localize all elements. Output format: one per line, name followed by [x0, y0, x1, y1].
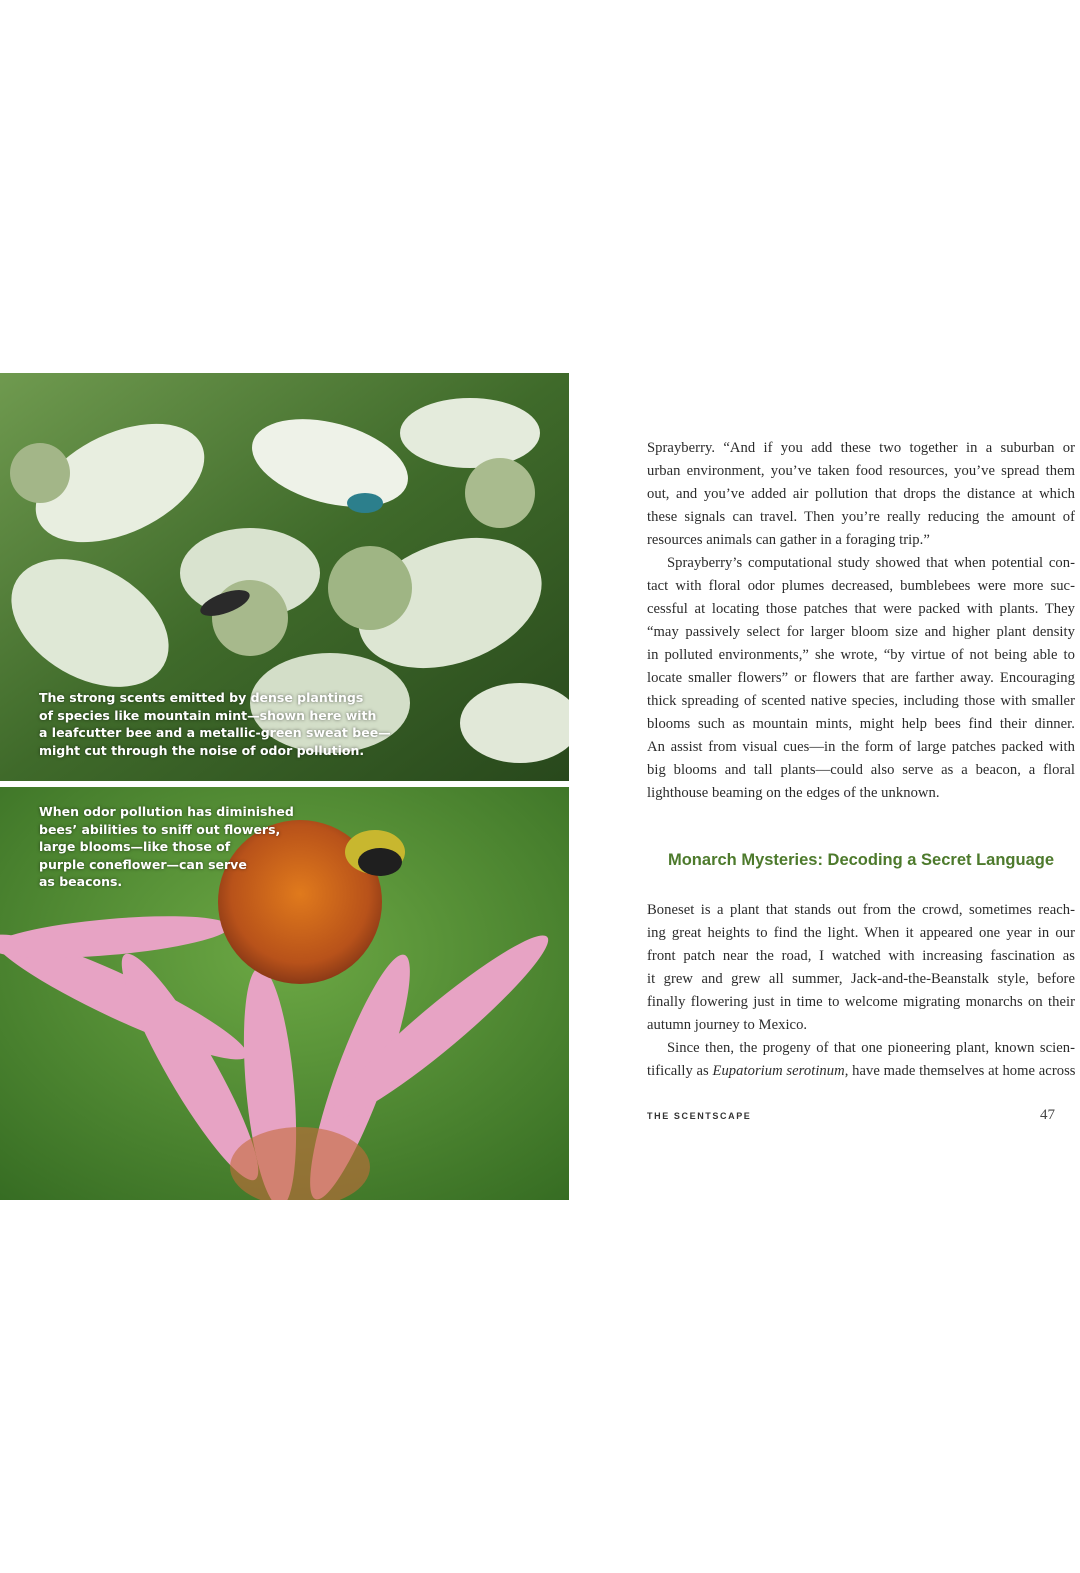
text-line: autumn journey to Mexico.	[647, 1017, 808, 1033]
body-text-block-1	[647, 437, 1075, 805]
text-line: resources animals can gather in a foraging trip.”	[647, 532, 930, 548]
italic-species-name: Eupatorium serotinum	[712, 1063, 845, 1079]
caption-line: might cut through the noise of odor pollution.	[39, 742, 365, 758]
text-line: Boneset is a plant that stands out from the crowd, sometimes reach-	[647, 902, 1075, 918]
text-line: urban environment, you’ve taken food resources, you’ve spread them	[647, 463, 1075, 479]
section-heading: Monarch Mysteries: Decoding a Secret Language	[667, 851, 1055, 869]
text-line: “may passively select for larger bloom size and higher plant density	[647, 624, 1075, 640]
text-line: these signals can travel. Then you’re really reducing the amount of	[647, 509, 1075, 525]
caption-line: a leafcutter bee and a metallic-green sweat bee—	[39, 725, 391, 740]
text-line: cessful at locating those patches that were packed with plants. They	[647, 601, 1075, 617]
text-line: tact with floral odor plumes decreased, bumblebees were more suc-	[647, 578, 1075, 594]
caption-line: of species like mountain mint—shown here with	[39, 707, 377, 723]
text-line: front patch near the road, I watched with increasing fascination as	[647, 948, 1075, 964]
text-line: ing great heights to find the light. When it appeared one year in our	[647, 925, 1075, 941]
text-line: out, and you’ve added air pollution that drops the distance at which	[647, 486, 1075, 502]
text-line: Sprayberry. “And if you add these two together in a suburban or	[647, 440, 1075, 456]
photo-caption-bottom	[39, 803, 294, 891]
caption-line: The strong scents emitted by dense plantings	[39, 690, 364, 705]
text-line: finally flowering just in time to welcome migrating monarchs on their	[647, 994, 1075, 1010]
photo-caption-top	[39, 689, 391, 759]
text-line-last	[647, 1060, 1075, 1083]
text-line: in polluted environments,” she wrote, “by virtue of not being able to	[647, 647, 1075, 663]
caption-line: purple coneflower—can serve	[39, 856, 247, 872]
body-text-block-2	[647, 899, 1075, 1083]
page-number: 47	[1040, 1107, 1055, 1123]
caption-line: When odor pollution has diminished	[39, 804, 294, 819]
text-line: it grew and grew all summer, Jack-and-the-Beanstalk style, before	[647, 971, 1075, 987]
caption-line: bees’ abilities to sniff out flowers,	[39, 821, 281, 837]
text-line: An assist from visual cues—in the form of large patches packed with	[647, 739, 1075, 755]
text-fragment: tifically as	[647, 1063, 713, 1079]
text-line: Since then, the progeny of that one pioneering plant, known scien-	[667, 1040, 1075, 1056]
text-line: locate smaller flowers” or flowers that are farther away. Encouraging	[647, 670, 1075, 686]
text-line: big blooms and tall plants—could also serve as a beacon, a floral	[647, 762, 1075, 778]
text-line: thick spreading of scented native species, including those with smaller	[647, 693, 1075, 709]
text-line: lighthouse beaming on the edges of the unknown.	[647, 785, 940, 801]
text-line: blooms such as mountain mints, might help bees find their dinner.	[647, 716, 1075, 732]
text-fragment: , have made themselves at home across	[844, 1063, 1076, 1079]
caption-line: as beacons.	[39, 874, 123, 889]
caption-line: large blooms—like those of	[39, 839, 231, 854]
text-line: Sprayberry’s computational study showed that when potential con-	[667, 555, 1075, 571]
running-head: THE SCENTSCAPE	[647, 1111, 752, 1121]
